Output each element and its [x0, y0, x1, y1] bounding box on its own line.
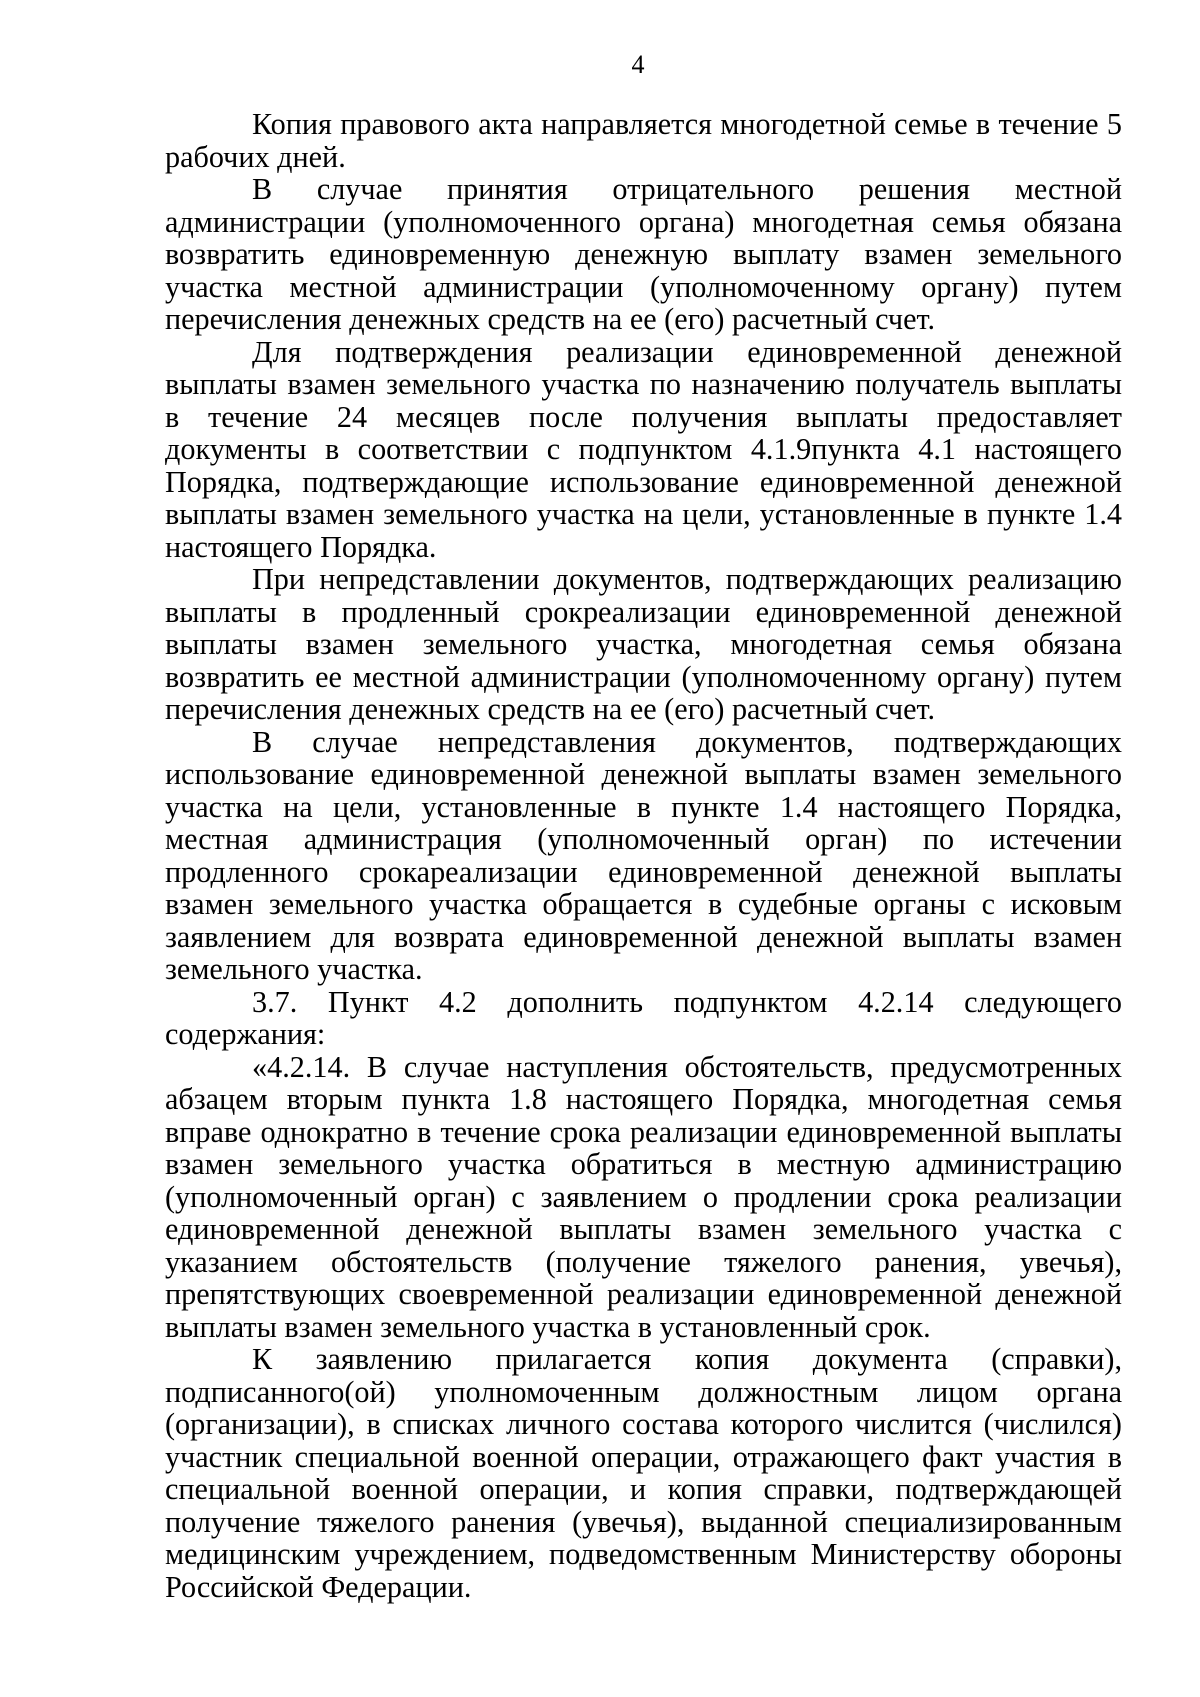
- paragraph-attachments: К заявлению прилагается копия документа (справки), подписанного(ой) уполномоченным должностным лицом органа (организации), в списках личного состава которого числится (числился) участник специальной военной операции, отражающего факт участия в специальной военной операции, и копия справки, подтверждающей получение тяжелого ранения (увечья), выданной специализированным медицинским учреждением, подведомственным Министерству обороны Российской Федерации.: [165, 1342, 1122, 1604]
- paragraph-non-submission-extended: При непредставлении документов, подтверждающих реализацию выплаты в продленный срокреализации единовременной денежной выплаты взамен земельного участка, многодетная семья обязана возвратить ее местной администрации (уполномоченному органу) путем перечисления денежных средств на ее (его) расчетный счет.: [165, 562, 1122, 726]
- document-body: [165, 108, 1122, 1603]
- paragraph-clause-3-7: 3.7. Пункт 4.2 дополнить подпунктом 4.2.14 следующего содержания:: [165, 984, 1122, 1051]
- page-number: 4: [631, 50, 645, 79]
- paragraph-copy-of-act: Копия правового акта направляется многодетной семье в течение 5 рабочих дней.: [165, 107, 1122, 174]
- paragraph-clause-4-2-14: «4.2.14. В случае наступления обстоятельств, предусмотренных абзацем вторым пункта 1.8 настоящего Порядка, многодетная семья вправе однократно в течение срока реализации единовременной выплаты взамен земельного участка обратиться в местную администрацию (уполномоченный орган) с заявлением о продлении срока реализации единовременной денежной выплаты взамен земельного участка с указанием обстоятельств (получение тяжелого ранения, увечья), препятствующих своевременной реализации единовременной денежной выплаты взамен земельного участка в установленный срок.: [165, 1049, 1122, 1344]
- paragraph-confirmation: Для подтверждения реализации единовременной денежной выплаты взамен земельного участка по назначению получатель выплаты в течение 24 месяцев после получения выплаты предоставляет документы в соответствии с подпунктом 4.1.9пункта 4.1 настоящего Порядка, подтверждающие использование единовременной денежной выплаты взамен земельного участка на цели, установленные в пункте 1.4 настоящего Порядка.: [165, 334, 1122, 564]
- paragraph-non-submission-court: В случае непредставления документов, подтверждающих использование единовременной денежной выплаты взамен земельного участка на цели, установленные в пункте 1.4 настоящего Порядка, местная администрация (уполномоченный орган) по истечении продленного срокареализации единовременной денежной выплаты взамен земельного участка обращается в судебные органы с исковым заявлением для возврата единовременной денежной выплаты взамен земельного участка.: [165, 724, 1122, 986]
- paragraph-negative-decision: В случае принятия отрицательного решения местной администрации (уполномоченного органа) многодетная семья обязана возвратить единовременную денежную выплату взамен земельного участка местной администрации (уполномоченному органу) путем перечисления денежных средств на ее (его) расчетный счет.: [165, 172, 1122, 336]
